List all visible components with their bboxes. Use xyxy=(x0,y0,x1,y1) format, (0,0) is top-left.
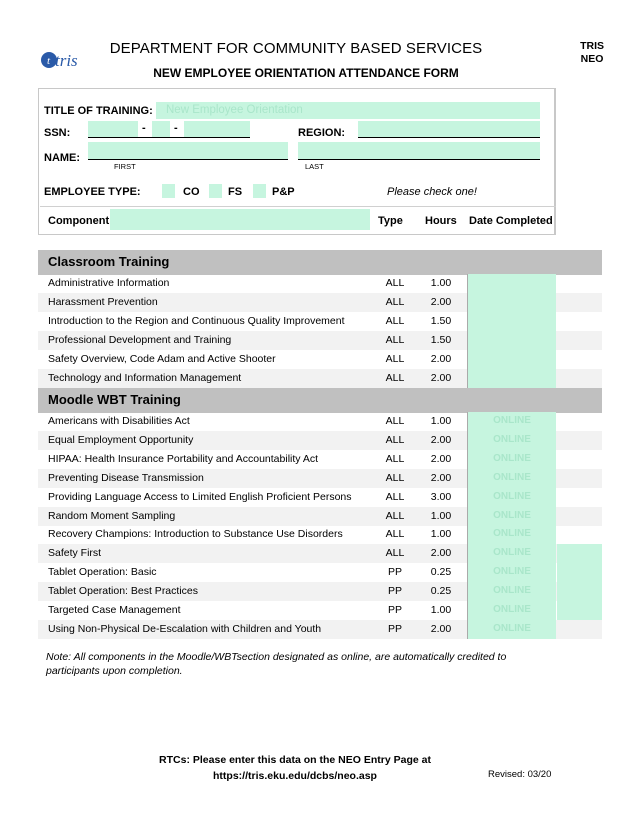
last-name-field[interactable] xyxy=(298,142,540,159)
component-name: Safety First xyxy=(48,547,102,560)
component-hours: 3.00 xyxy=(430,490,452,503)
ssn-label: SSN: xyxy=(44,127,71,139)
checkbox-co[interactable] xyxy=(162,184,175,198)
component-hours: 1.00 xyxy=(430,604,452,616)
checkbox-fs[interactable] xyxy=(209,184,222,198)
logo-wordmark: tris xyxy=(55,51,78,70)
footer-line-1: RTCs: Please enter this data on the NEO Entry Page at xyxy=(159,754,431,766)
component-type: ALL xyxy=(385,433,405,446)
component-hours: 2.00 xyxy=(430,371,452,384)
region-underline xyxy=(358,137,540,138)
ssn-underline xyxy=(88,137,250,138)
online-marker: ONLINE xyxy=(493,509,531,521)
component-type: ALL xyxy=(385,509,405,522)
moodle-row xyxy=(38,563,602,582)
online-marker: ONLINE xyxy=(493,490,531,502)
checkbox-pp[interactable] xyxy=(253,184,266,198)
region-field[interactable] xyxy=(358,121,540,137)
component-name: Recovery Champions: Introduction to Substance Use Disorders xyxy=(48,528,343,541)
corner-line-2: NEO xyxy=(580,53,604,65)
component-hours: 2.00 xyxy=(430,433,452,446)
classroom-row xyxy=(38,312,602,331)
extra-field[interactable] xyxy=(557,544,602,563)
last-name-underline xyxy=(298,159,540,160)
component-name: Introduction to the Region and Continuous Quality Improvement xyxy=(48,314,345,327)
moodle-row xyxy=(38,544,602,563)
online-credit-note: Note: All components in the Moodle/WBTsection designated as online, are automatically credited to participants upon completion. xyxy=(46,651,507,677)
component-hours: 2.00 xyxy=(430,295,452,308)
date-completed-field[interactable] xyxy=(467,412,556,431)
date-completed-field[interactable] xyxy=(467,274,556,293)
component-hours: 1.50 xyxy=(430,314,452,327)
date-completed-field[interactable] xyxy=(467,331,556,350)
neo-entry-link[interactable]: https://tris.eku.edu/dcbs/neo.asp xyxy=(213,770,377,782)
component-field[interactable] xyxy=(110,209,370,230)
component-name: Random Moment Sampling xyxy=(48,509,176,522)
ssn-separator-1: - xyxy=(142,122,146,134)
component-type: PP xyxy=(387,622,402,635)
date-completed-field[interactable] xyxy=(467,525,556,544)
online-marker: ONLINE xyxy=(493,471,531,483)
component-name: Harassment Prevention xyxy=(48,295,158,308)
moodle-wbt-training-header xyxy=(38,388,602,413)
component-type: PP xyxy=(387,566,402,579)
component-name: Administrative Information xyxy=(48,277,170,289)
component-hours: 2.00 xyxy=(430,547,452,560)
moodle-row xyxy=(38,431,602,450)
component-type: ALL xyxy=(385,528,405,541)
online-marker: ONLINE xyxy=(493,433,531,445)
component-name: Preventing Disease Transmission xyxy=(48,471,204,484)
component-name: Using Non-Physical De-Escalation with Children and Youth xyxy=(48,622,322,635)
component-hours: 1.00 xyxy=(430,277,452,289)
component-hours: 1.00 xyxy=(430,415,452,427)
date-completed-field[interactable] xyxy=(467,488,556,507)
component-hours: 0.25 xyxy=(430,585,452,598)
date-completed-field[interactable] xyxy=(467,431,556,450)
date-completed-field[interactable] xyxy=(467,293,556,312)
moodle-row xyxy=(38,469,602,488)
component-type: ALL xyxy=(385,314,405,327)
revision-date: Revised: 03/20 xyxy=(488,769,552,780)
department-name: DEPARTMENT FOR COMMUNITY BASED SERVICES xyxy=(109,40,483,57)
corner-code xyxy=(580,40,604,66)
classroom-row xyxy=(38,369,602,388)
classroom-training-title: Classroom Training xyxy=(48,254,170,269)
online-marker: ONLINE xyxy=(493,547,531,559)
moodle-wbt-training-title: Moodle WBT Training xyxy=(48,392,181,407)
online-marker: ONLINE xyxy=(493,622,531,634)
component-name: Professional Development and Training xyxy=(48,333,232,346)
component-hours: 2.00 xyxy=(430,622,452,635)
date-completed-field[interactable] xyxy=(467,544,556,563)
component-type: ALL xyxy=(385,333,405,346)
date-completed-field[interactable] xyxy=(467,563,556,582)
component-type: ALL xyxy=(385,371,405,384)
component-type: ALL xyxy=(385,547,405,560)
component-type: ALL xyxy=(385,452,405,465)
component-type: PP xyxy=(387,604,402,616)
online-marker: ONLINE xyxy=(493,604,531,615)
date-completed-field[interactable] xyxy=(467,350,556,369)
component-type: ALL xyxy=(385,277,405,289)
moodle-row xyxy=(38,507,602,526)
ssn-field-part-2[interactable] xyxy=(152,121,170,137)
moodle-row xyxy=(38,450,602,469)
type-pp-label: P&P xyxy=(272,186,295,198)
component-name: Providing Language Access to Limited English Proficient Persons xyxy=(48,490,352,503)
component-type: ALL xyxy=(385,352,405,365)
date-completed-field[interactable] xyxy=(467,507,556,526)
moodle-row xyxy=(38,620,602,639)
name-label: NAME: xyxy=(44,152,81,164)
form-divider xyxy=(40,206,556,207)
first-name-field[interactable] xyxy=(88,142,288,159)
form-title: NEW EMPLOYEE ORIENTATION ATTENDANCE FORM xyxy=(153,66,459,80)
type-column-header: Type xyxy=(378,215,403,227)
component-type: ALL xyxy=(385,415,405,427)
classroom-row xyxy=(38,293,602,312)
date-completed-field[interactable] xyxy=(467,582,556,601)
component-column-header: Component xyxy=(48,215,110,227)
component-hours: 0.25 xyxy=(430,566,452,579)
moodle-row xyxy=(38,601,602,620)
date-completed-field[interactable] xyxy=(467,312,556,331)
date-completed-field[interactable] xyxy=(467,369,556,388)
component-hours: 2.00 xyxy=(430,452,452,465)
type-fs-label: FS xyxy=(228,186,243,198)
classroom-training-header xyxy=(38,250,602,275)
moodle-row xyxy=(38,488,602,507)
date-completed-field[interactable] xyxy=(467,469,556,488)
ssn-separator-2: - xyxy=(174,122,178,134)
date-completed-column-header: Date Completed xyxy=(469,215,553,227)
title-of-training-value: New Employee Orientation xyxy=(166,104,303,116)
date-completed-field[interactable] xyxy=(467,601,556,620)
extra-field[interactable] xyxy=(557,563,602,582)
region-label: REGION: xyxy=(298,127,346,139)
svg-text:t: t xyxy=(47,55,51,67)
extra-field[interactable] xyxy=(557,601,602,620)
ssn-field-part-1[interactable] xyxy=(88,121,138,137)
online-marker: ONLINE xyxy=(493,528,531,540)
online-marker: ONLINE xyxy=(493,415,531,426)
component-hours: 1.00 xyxy=(430,509,452,522)
moodle-row xyxy=(38,412,602,431)
ssn-field-part-3[interactable] xyxy=(184,121,250,137)
component-name: Equal Employment Opportunity xyxy=(48,433,194,446)
employee-type-label: EMPLOYEE TYPE: xyxy=(44,186,141,198)
moodle-row xyxy=(38,582,602,601)
component-name: Tablet Operation: Basic xyxy=(48,566,157,579)
classroom-row xyxy=(38,350,602,369)
last-name-caption: LAST xyxy=(305,162,324,171)
classroom-row xyxy=(38,274,602,293)
moodle-row xyxy=(38,525,602,544)
date-completed-field[interactable] xyxy=(467,620,556,639)
online-marker: ONLINE xyxy=(493,566,531,578)
component-name: Americans with Disabilities Act xyxy=(48,415,190,427)
component-type: ALL xyxy=(385,295,405,308)
component-type: ALL xyxy=(385,471,405,484)
extra-field[interactable] xyxy=(557,582,602,601)
first-name-underline xyxy=(88,159,288,160)
component-name: HIPAA: Health Insurance Portability and Accountability Act xyxy=(48,452,319,465)
component-hours: 1.50 xyxy=(430,333,452,346)
component-name: Tablet Operation: Best Practices xyxy=(48,585,198,598)
online-marker: ONLINE xyxy=(493,452,531,464)
online-marker: ONLINE xyxy=(493,585,531,597)
component-type: PP xyxy=(387,585,402,598)
component-hours: 1.00 xyxy=(430,528,452,541)
corner-line-1: TRIS xyxy=(580,40,604,52)
component-name: Technology and Information Management xyxy=(48,371,242,384)
component-hours: 2.00 xyxy=(430,471,452,484)
classroom-row xyxy=(38,331,602,350)
component-type: ALL xyxy=(385,490,405,503)
check-one-note: Please check one! xyxy=(387,186,477,198)
hours-column-header: Hours xyxy=(425,215,457,227)
component-name: Safety Overview, Code Adam and Active Shooter xyxy=(48,352,276,365)
title-of-training-label: TITLE OF TRAINING: xyxy=(44,105,153,117)
first-name-caption: FIRST xyxy=(114,162,136,171)
footer-instructions xyxy=(150,752,440,784)
component-hours: 2.00 xyxy=(430,352,452,365)
date-completed-field[interactable] xyxy=(467,450,556,469)
type-co-label: CO xyxy=(183,186,200,198)
component-name: Targeted Case Management xyxy=(48,604,181,616)
